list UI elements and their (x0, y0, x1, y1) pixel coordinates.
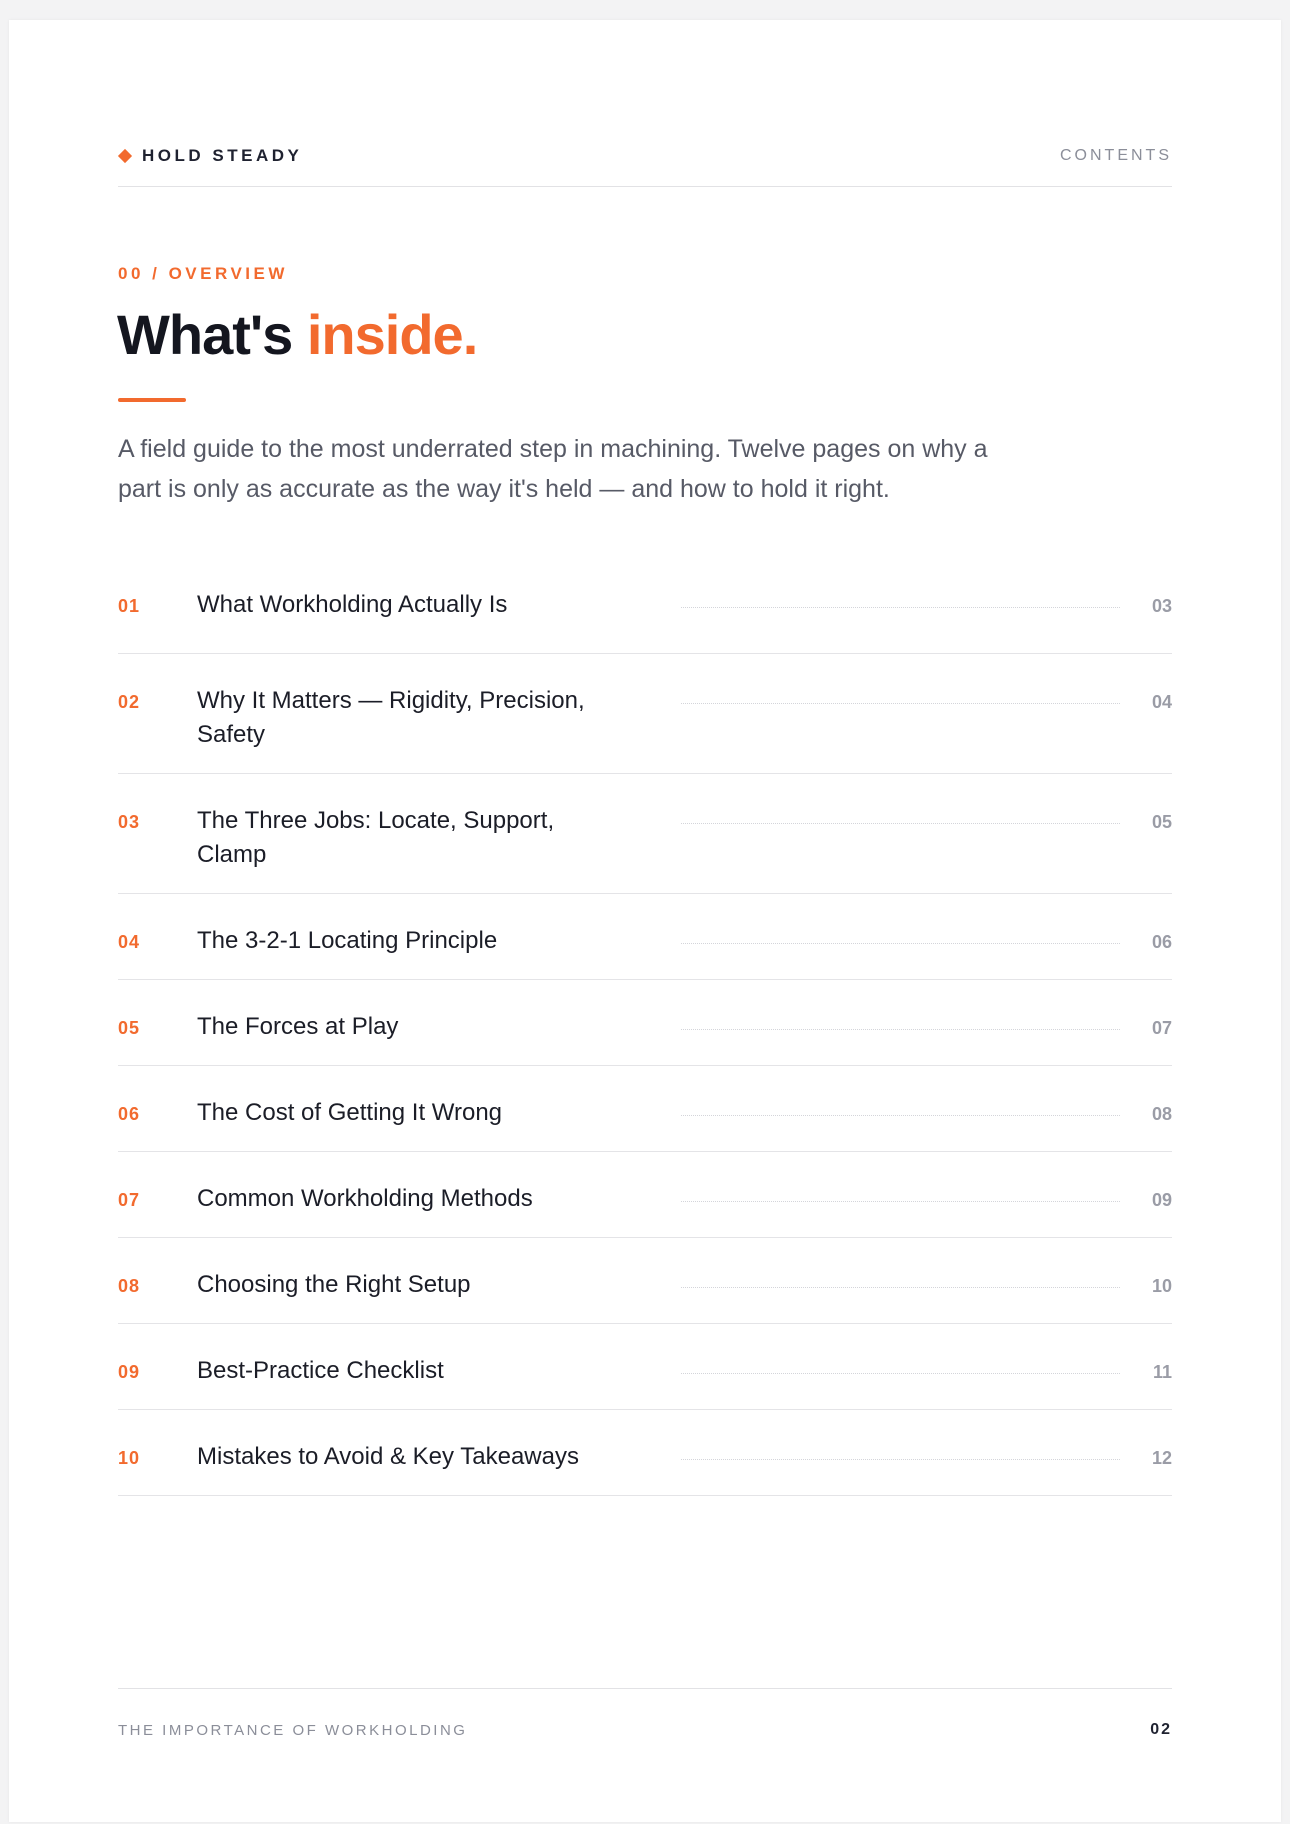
toc-number: 02 (118, 692, 141, 712)
toc-number: 06 (118, 1104, 141, 1124)
section-label: CONTENTS (1060, 147, 1172, 164)
toc-row[interactable] (118, 654, 1172, 774)
toc-page-number: 11 (1152, 1362, 1172, 1382)
title-main: What's (117, 303, 307, 366)
toc-row[interactable] (118, 1324, 1172, 1410)
page-header (118, 126, 1172, 187)
toc-leader-dots (681, 823, 1120, 824)
toc-page-number: 05 (1151, 812, 1172, 832)
toc-row[interactable] (118, 1238, 1172, 1324)
title-accent: inside. (306, 303, 478, 366)
page-title (117, 302, 477, 367)
intro-paragraph: A field guide to the most underrated step in machining. Twelve pages on why a part is only as accurate as the way it's held — and how to hold it right. (118, 435, 988, 503)
toc-page-number: 10 (1151, 1276, 1172, 1296)
toc-number: 09 (118, 1362, 141, 1382)
toc-page-number: 06 (1151, 932, 1172, 952)
toc-title: The 3-2-1 Locating Principle (197, 927, 498, 954)
toc-page-number: 07 (1151, 1018, 1172, 1038)
toc-leader-dots (681, 943, 1120, 944)
table-of-contents (118, 568, 1172, 1496)
toc-number: 05 (118, 1018, 141, 1038)
toc-number: 07 (118, 1190, 141, 1210)
toc-number: 04 (118, 932, 141, 952)
toc-leader-dots (681, 607, 1120, 608)
toc-leader-dots (681, 1459, 1120, 1460)
toc-page-number: 03 (1151, 596, 1172, 616)
toc-number: 03 (118, 812, 141, 832)
toc-title: Mistakes to Avoid & Key Takeaways (197, 1443, 579, 1470)
toc-row[interactable] (118, 568, 1172, 654)
diamond-icon (118, 149, 132, 163)
toc-number: 08 (118, 1276, 141, 1296)
toc-title: The Forces at Play (197, 1013, 399, 1040)
toc-row[interactable] (118, 1066, 1172, 1152)
toc-leader-dots (681, 1373, 1120, 1374)
page-number: 02 (1150, 1721, 1172, 1738)
document-page (9, 20, 1281, 1822)
toc-row[interactable] (118, 894, 1172, 980)
toc-page-number: 04 (1151, 692, 1172, 712)
toc-row[interactable] (118, 774, 1172, 894)
toc-row[interactable] (118, 1410, 1172, 1496)
toc-leader-dots (681, 1115, 1120, 1116)
footer-title: THE IMPORTANCE OF WORKHOLDING (118, 1722, 468, 1739)
title-underline (118, 398, 186, 402)
toc-title: Best-Practice Checklist (197, 1357, 444, 1384)
toc-leader-dots (681, 1287, 1120, 1288)
toc-row[interactable] (118, 1152, 1172, 1238)
section-eyebrow: 00 / OVERVIEW (118, 264, 288, 283)
brand-name: HOLD STEADY (142, 146, 303, 165)
toc-number: 10 (118, 1448, 141, 1468)
toc-title: The Cost of Getting It Wrong (197, 1099, 503, 1126)
page-footer (118, 1688, 1172, 1749)
toc-leader-dots (681, 703, 1120, 704)
toc-leader-dots (681, 1029, 1120, 1030)
toc-page-number: 09 (1151, 1190, 1172, 1210)
toc-row[interactable] (118, 980, 1172, 1066)
toc-title: What Workholding Actually Is (197, 591, 508, 618)
toc-title: Why It Matters — Rigidity, Precision, Safety (197, 687, 585, 748)
toc-title: Common Workholding Methods (197, 1185, 533, 1212)
toc-number: 01 (118, 596, 141, 616)
toc-leader-dots (681, 1201, 1120, 1202)
brand (118, 146, 302, 166)
toc-title: The Three Jobs: Locate, Support, Clamp (197, 807, 555, 868)
toc-page-number: 12 (1151, 1448, 1172, 1468)
toc-title: Choosing the Right Setup (197, 1271, 471, 1298)
toc-page-number: 08 (1151, 1104, 1172, 1124)
